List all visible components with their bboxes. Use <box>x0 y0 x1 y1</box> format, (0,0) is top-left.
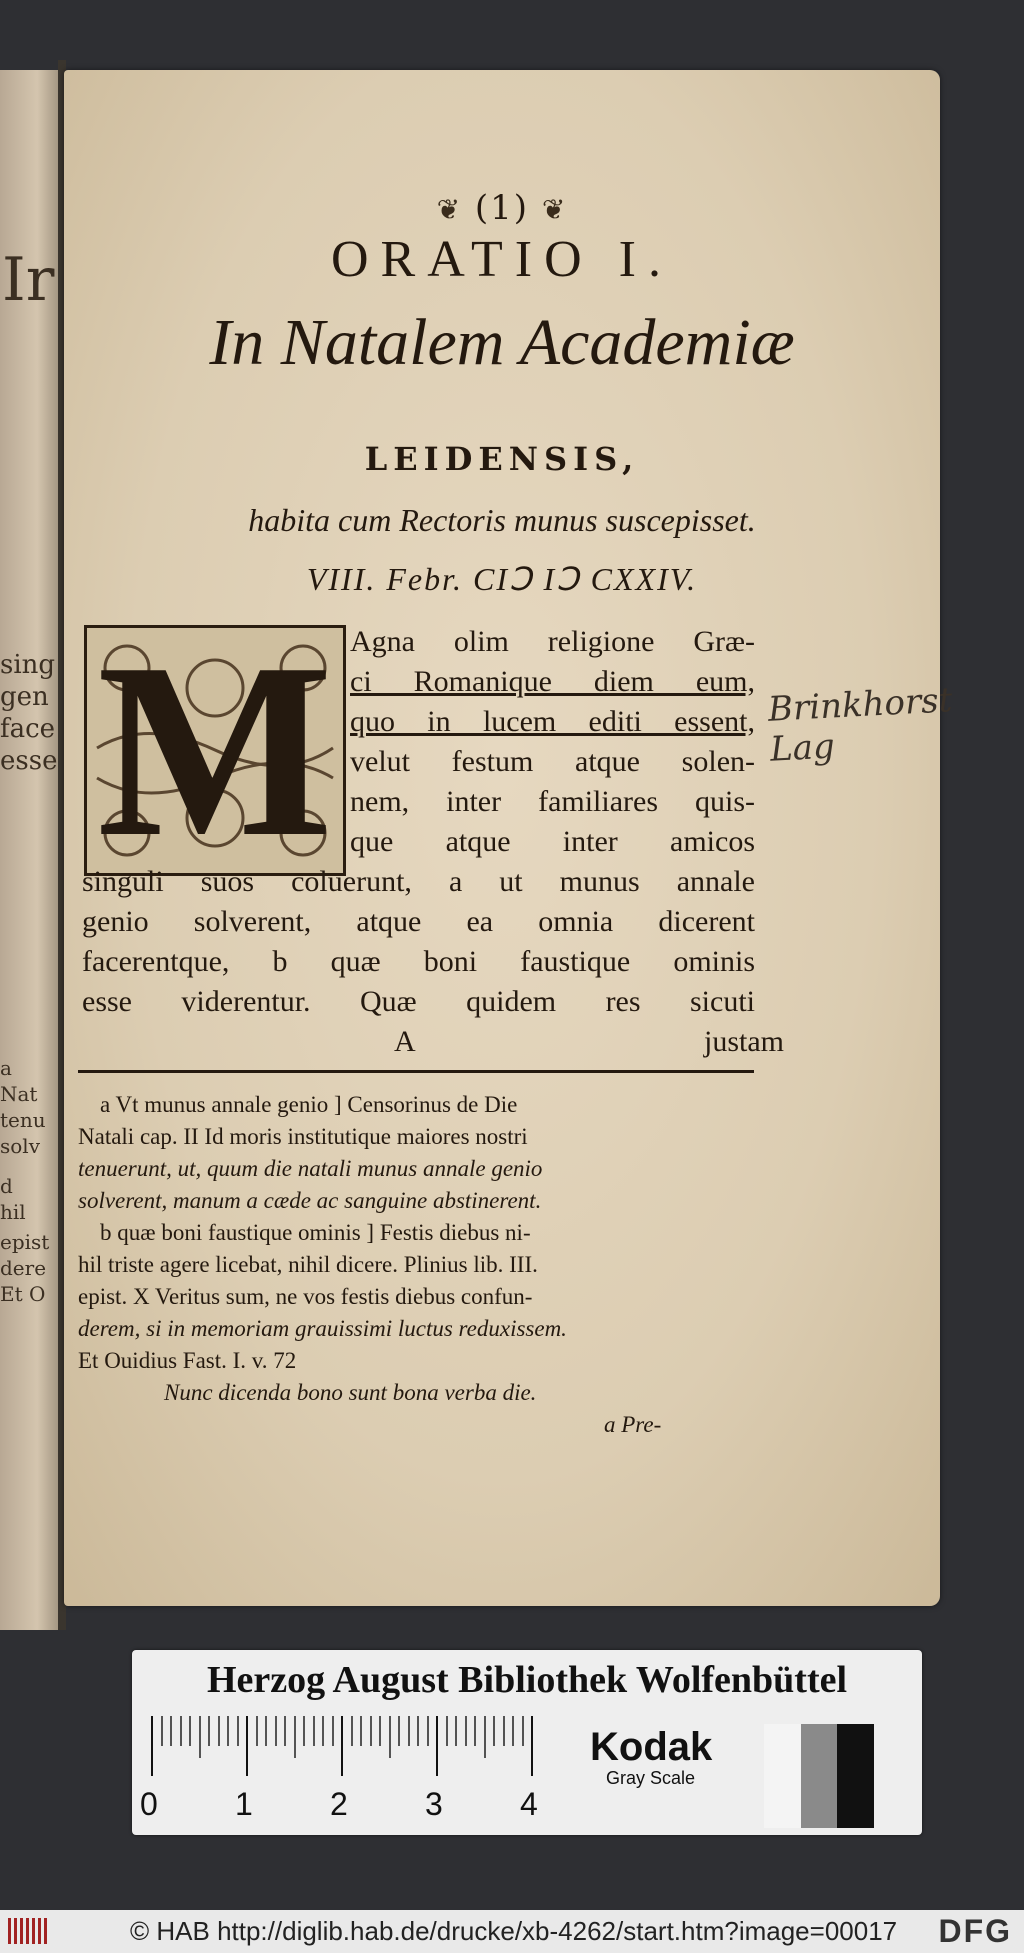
body-line: quo in lucem editi essent, <box>350 705 755 738</box>
color-target <box>132 1650 922 1835</box>
footnote-line: hil triste agere licebat, nihil dicere. Plinius lib. III. <box>78 1252 538 1277</box>
ruler-number: 0 <box>140 1786 158 1822</box>
left-fragment: face <box>0 714 56 744</box>
left-fragment: Ir <box>2 245 55 315</box>
signature-mark: A <box>394 1025 416 1058</box>
ornament-icon: ❦ <box>436 193 463 226</box>
facing-page-fragment <box>0 70 62 1630</box>
catchword: justam <box>704 1025 784 1058</box>
title-habita: habita cum Rectoris munus suscepisset. <box>248 502 756 538</box>
left-fragment: dere <box>0 1256 47 1280</box>
footer-bar <box>0 1910 1024 1953</box>
left-fragment: sing <box>0 650 56 680</box>
left-fragment: epist <box>0 1230 50 1254</box>
left-fragment: Nat <box>0 1082 38 1106</box>
title-natalem: In Natalem Academiæ <box>209 306 795 379</box>
ruler-scale <box>150 1716 560 1786</box>
left-fragment: esse <box>0 746 58 776</box>
page-number-text: (1) <box>474 188 530 228</box>
body-line: que atque inter amicos <box>350 825 755 858</box>
initial-letter: M <box>97 611 333 889</box>
dfg-logo: DFG <box>938 1913 1012 1949</box>
body-line: Agna olim religione Græ- <box>350 625 755 658</box>
ornament-icon: ❦ <box>541 193 568 226</box>
title-date: VIII. Febr. CIↃ IↃ CXXIV. <box>306 561 698 597</box>
ruler-number: 1 <box>235 1786 253 1822</box>
ruler-number: 3 <box>425 1786 443 1822</box>
footnote-divider <box>78 1070 754 1073</box>
ruler-number: 4 <box>520 1786 538 1822</box>
left-fragment: hil <box>0 1200 26 1224</box>
title-leidensis: LEIDENSIS, <box>364 440 640 478</box>
gray-scale-label: Gray Scale <box>606 1768 696 1788</box>
left-fragment: d <box>0 1174 13 1198</box>
footnote-line: epist. X Veritus sum, ne vos festis diebus confun- <box>78 1284 533 1309</box>
decorated-initial <box>84 611 346 889</box>
book-page <box>64 70 954 1606</box>
footnote-line: a Vt munus annale genio ] Censorinus de Die <box>100 1092 518 1117</box>
footnote-line: solverent, manum a cæde ac sanguine abstinerent. <box>78 1188 542 1213</box>
footnote-line: Et Ouidius Fast. I. v. 72 <box>78 1348 297 1373</box>
gray-patch <box>837 1724 874 1828</box>
title-oratio: ORATIO I. <box>331 231 673 288</box>
left-fragment: gen <box>0 682 49 712</box>
gray-patch <box>801 1724 838 1828</box>
gray-patches <box>764 1724 874 1828</box>
body-line: genio solverent, atque ea omnia dicerent <box>82 905 755 938</box>
left-fragment: solv <box>0 1134 40 1158</box>
footnote-line: Nunc dicenda bono sunt bona verba die. <box>164 1380 537 1405</box>
body-line: nem, inter familiares quis- <box>350 785 755 818</box>
body-line: singuli suos coluerunt, a ut munus annale <box>82 865 755 898</box>
body-line: velut festum atque solen- <box>350 745 755 778</box>
kodak-brand: Kodak <box>590 1725 713 1769</box>
gray-patch <box>764 1724 801 1828</box>
body-line: ci Romanique diem eum, <box>350 665 755 698</box>
footnote-line: Natali cap. II Id moris institutique maiores nostri <box>78 1124 528 1149</box>
body-line: facerentque, b quæ boni faustique ominis <box>82 945 755 978</box>
handwritten-note: Brinkhorst Lag <box>767 680 954 770</box>
left-fragment: a <box>0 1056 12 1080</box>
footnote-line: b quæ boni faustique ominis ] Festis diebus ni- <box>100 1220 531 1245</box>
footnote-line: derem, si in memoriam grauissimi luctus reduxissem. <box>78 1316 567 1341</box>
ruler-number: 2 <box>330 1786 348 1822</box>
page-number <box>64 188 940 228</box>
body-line: esse viderentur. Quæ quidem res sicuti <box>82 985 755 1018</box>
footnote-catchword: a Pre- <box>604 1412 662 1437</box>
left-fragment: tenu <box>0 1108 46 1132</box>
footer-credit: © HAB http://diglib.hab.de/drucke/xb-4262/start.htm?image=00017 <box>130 1916 898 1946</box>
footnote-line: tenuerunt, ut, quum die natali munus annale genio <box>78 1156 543 1181</box>
left-fragment: Et O <box>0 1282 46 1306</box>
library-name: Herzog August Bibliothek Wolfenbüttel <box>206 1659 848 1701</box>
hab-logo-icon <box>8 1918 48 1944</box>
